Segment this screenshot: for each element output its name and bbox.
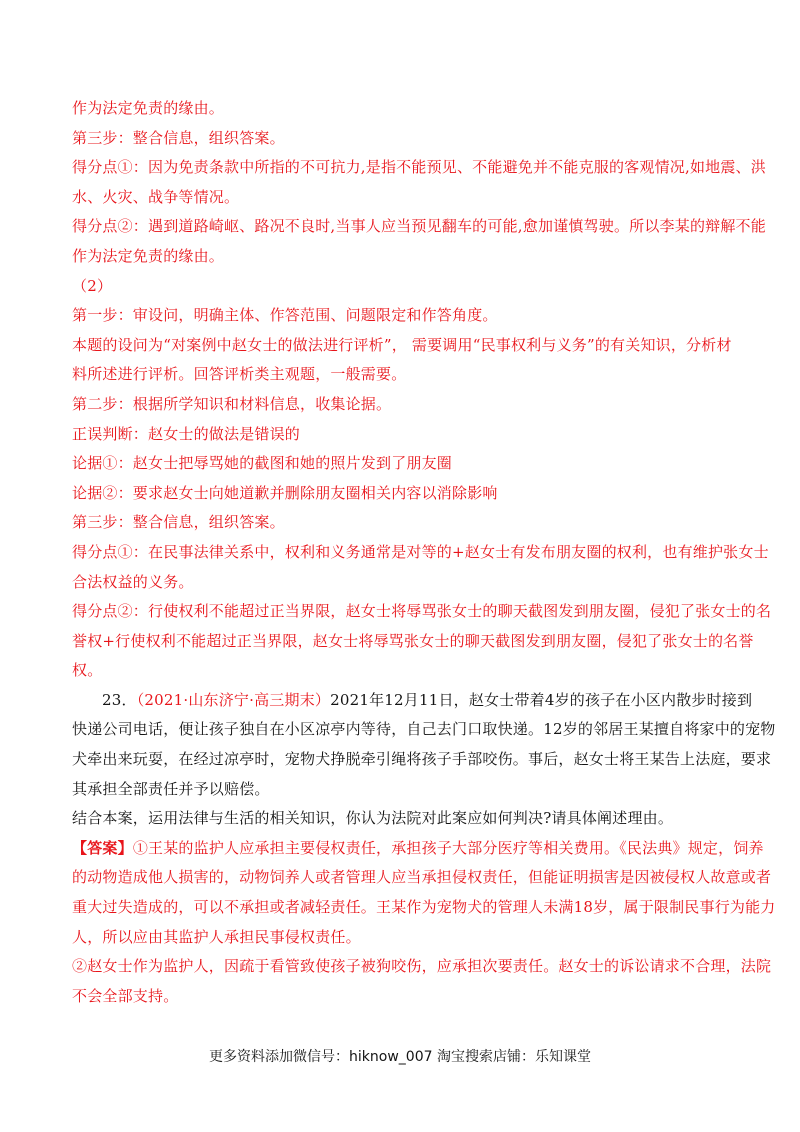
solution-line: 第一步：审设问，明确主体、作答范围、问题限定和作答角度。	[72, 306, 498, 325]
solution-line: 誉权+行使权利不能超过正当界限，赵女士将辱骂张女士的聊天截图发到朋友圈，侵犯了张女士的名誉	[72, 631, 754, 650]
question-line: 其承担全部责任并予以赔偿。	[72, 779, 270, 798]
question-text: 2021年12月11日，赵女士带着4岁的孩子在小区内散步时接到	[330, 690, 753, 709]
solution-line: 水、火灾、战争等情况。	[72, 187, 240, 206]
answer-line: ②赵女士作为监护人，因疏于看管致使孩子被狗咬伤，应承担次要责任。赵女士的诉讼请求不合理，法院	[72, 957, 772, 976]
answer-line: 不会全部支持。	[72, 986, 179, 1005]
solution-line: 本题的设问为“对案例中赵女士的做法进行评析”， 需要调用“民事权利与义务”的有关知识，分析材	[72, 335, 732, 354]
solution-line: 得分点②：遇到道路崎岖、路况不良时,当事人应当预见翻车的可能,愈加谨慎驾驶。所以李某的辩解不能	[72, 217, 766, 236]
solution-line: 得分点①：在民事法律关系中，权利和义务通常是对等的+赵女士有发布朋友圈的权利，也有维护张女士	[72, 542, 769, 561]
solution-line: 得分点①：因为免责条款中所指的不可抗力,是指不能预见、不能避免并不能克服的客观情况,如地震、洪	[72, 158, 766, 177]
question-line: 犬牵出来玩耍，在经过凉亭时，宠物犬挣脱牵引绳将孩子手部咬伤。事后，赵女士将王某告上法庭，要求	[72, 750, 772, 769]
solution-line: 第二步：根据所学知识和材料信息，收集论据。	[72, 394, 392, 413]
solution-line: 论据①：赵女士把辱骂她的截图和她的照片发到了朋友圈	[72, 454, 453, 473]
solution-line: 第三步：整合信息，组织答案。	[72, 128, 285, 147]
question-source: （2021·山东济宁·高三期末）	[136, 690, 331, 709]
solution-line: 第三步：整合信息，组织答案。	[72, 513, 285, 532]
solution-line: 权。	[72, 661, 103, 680]
document-content	[72, 94, 776, 1011]
question-prompt: 结合本案，运用法律与生活的相关知识，你认为法院对此案应如何判决?请具体阐述理由。	[72, 809, 674, 828]
answer-text: ①王某的监护人应承担主要侵权责任，承担孩子大部分医疗等相关费用。《民法典》规定，饲养	[132, 838, 764, 857]
solution-line: 论据②：要求赵女士向她道歉并删除朋友圈相关内容以消除影响	[72, 483, 498, 502]
question-line: 快递公司电话，便让孩子独自在小区凉亭内等待，自己去门口取快递。12岁的邻居王某擅自将家中的宠物	[72, 720, 776, 739]
answer-tag: 【答案】	[72, 838, 133, 857]
answer-line: 人，所以应由其监护人承担民事侵权责任。	[72, 927, 361, 946]
question-number: 23．	[102, 690, 137, 709]
page-footer: 更多资料添加微信号：hiknow_007 淘宝搜索店铺：乐知课堂	[209, 1049, 591, 1065]
answer-line: 的动物造成他人损害的，动物饲养人或者管理人应当承担侵权责任，但能证明损害是因被侵权人故意或者	[72, 868, 772, 887]
solution-line: 得分点②：行使权利不能超过正当界限，赵女士将辱骂张女士的聊天截图发到朋友圈，侵犯了张女士的名	[72, 602, 772, 621]
solution-line: （2）	[72, 276, 113, 295]
solution-line: 作为法定免责的缘由。	[72, 246, 225, 265]
answer-line: 重大过失造成的，可以不承担或者减轻责任。王某作为宠物犬的管理人未满18岁，属于限制民事行为能力	[72, 898, 776, 917]
solution-section	[72, 94, 772, 686]
answer-first-line	[72, 834, 764, 864]
solution-line: 合法权益的义务。	[72, 572, 194, 591]
solution-line: 料所述进行评析。回答评析类主观题，一般需要。	[72, 365, 407, 384]
solution-line: 正误判断：赵女士的做法是错误的	[72, 424, 301, 443]
solution-line: 作为法定免责的缘由。	[72, 99, 225, 117]
question-first-line	[72, 686, 753, 716]
